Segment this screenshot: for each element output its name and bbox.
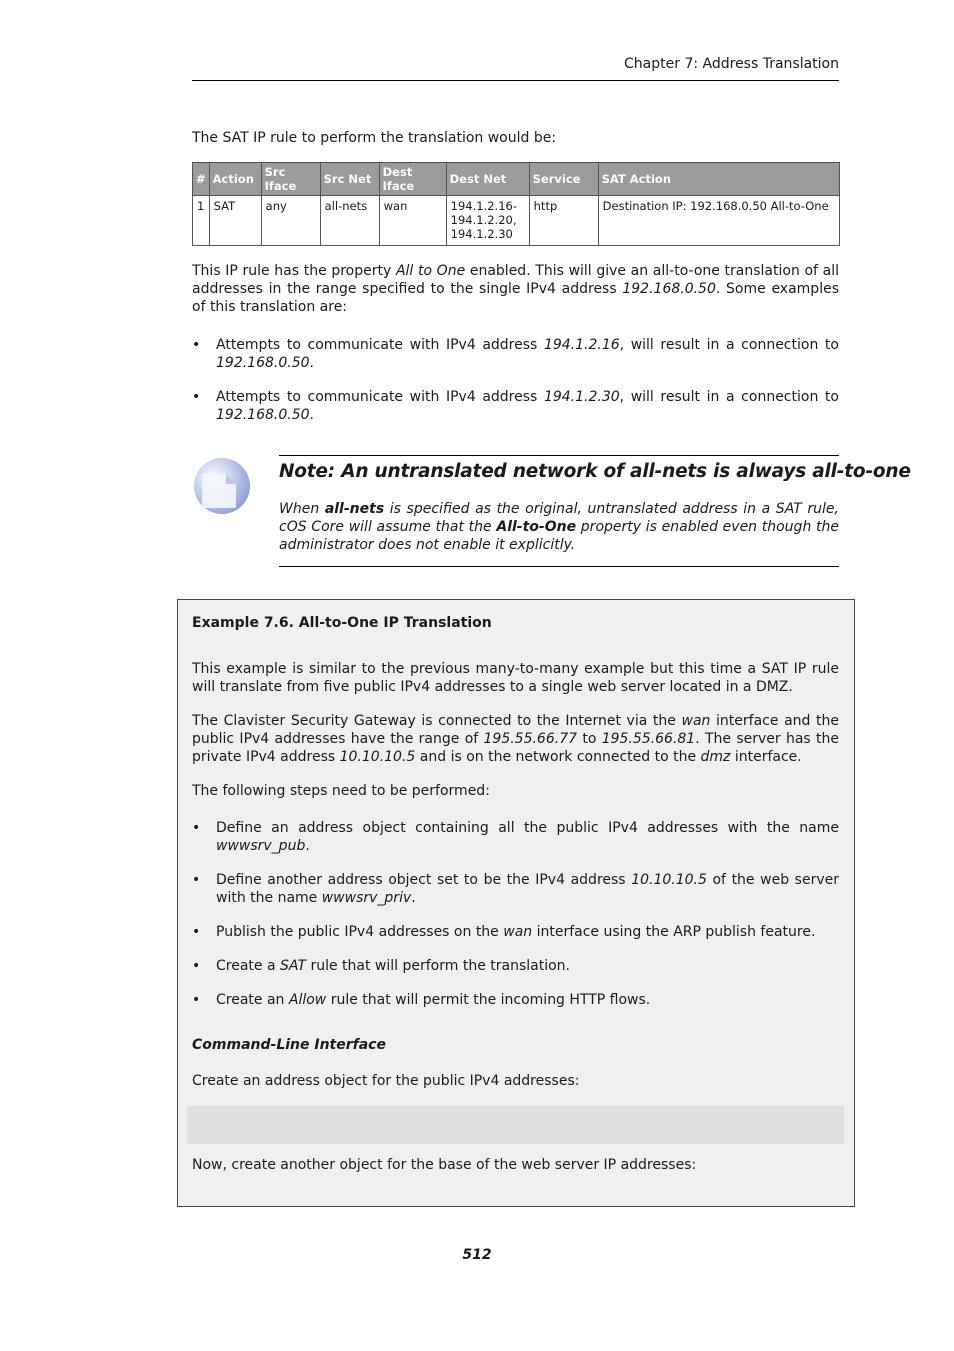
list-item-text	[216, 923, 839, 941]
list-item-text	[216, 991, 839, 1009]
ip-address: 194.1.2.30	[543, 389, 620, 405]
note-title: Note: An untranslated network of all-nets is always all-to-one	[279, 461, 911, 482]
col-dest-net: Dest Net	[446, 163, 529, 196]
text-run: Define an address object containing all the public IPv4 addresses with the name	[216, 820, 839, 836]
ip-address: 192.168.0.50	[216, 355, 310, 371]
object-name: wwwsrv_priv	[321, 890, 412, 906]
cell-src-net: all-nets	[320, 196, 379, 246]
col-src-iface: Src Iface	[261, 163, 320, 196]
list-item	[192, 336, 839, 376]
col-action: Action	[209, 163, 261, 196]
table-row	[193, 196, 840, 246]
list-item	[192, 388, 839, 428]
ip-address: 194.1.2.16	[543, 337, 620, 353]
cell-src-iface: any	[261, 196, 320, 246]
text-run: interface.	[730, 749, 802, 765]
ip-address: 195.55.66.81	[601, 731, 696, 747]
code-block	[187, 1106, 844, 1144]
example-paragraph: This example is similar to the previous many-to-many example but this time a SAT IP rule will translate from five public IPv4 addresses to a single web server located in a DMZ.	[192, 661, 839, 695]
ip-address: 195.55.66.77	[483, 731, 578, 747]
cell-action: SAT	[209, 196, 261, 246]
example-title: Example 7.6. All-to-One IP Translation	[192, 615, 492, 631]
text-run: .	[309, 355, 314, 371]
dest-net-line: 194.1.2.16-	[450, 199, 517, 213]
dest-net-line: 194.1.2.30	[450, 227, 513, 241]
cell-dest-net	[446, 196, 529, 246]
text-run: The Clavister Security Gateway is connected to the Internet via the	[192, 713, 682, 729]
text-run: Create a	[216, 958, 280, 974]
emphasis: All-to-One	[496, 519, 577, 535]
list-item	[192, 923, 839, 943]
bullet-mark: •	[192, 820, 201, 836]
text-run: interface and the public IPv4 addresses have the range of	[192, 713, 839, 747]
header-rule	[192, 80, 839, 81]
cell-num: 1	[193, 196, 210, 246]
table-header-row	[193, 163, 840, 196]
rule-type: SAT	[280, 958, 306, 974]
cli-instruction: Create an address object for the public IPv4 addresses:	[192, 1073, 580, 1089]
col-sat-action: SAT Action	[598, 163, 839, 196]
text-run: interface using the ARP publish feature.	[532, 924, 816, 940]
list-item-text	[216, 871, 839, 907]
text-run: to	[577, 731, 602, 747]
list-item-text	[216, 388, 839, 424]
interface-name: wan	[681, 713, 711, 729]
text-run: rule that will perform the translation.	[306, 958, 570, 974]
text-run: Attempts to communicate with IPv4 address	[216, 389, 544, 405]
list-item	[192, 957, 839, 977]
text-run: Publish the public IPv4 addresses on the	[216, 924, 504, 940]
text-run: and is on the network connected to the	[415, 749, 701, 765]
ip-address: 192.168.0.50	[216, 407, 310, 423]
property-name: All to One	[395, 263, 466, 279]
note-top-rule	[279, 455, 839, 456]
text-run: This IP rule has the property	[192, 263, 396, 279]
cli-section-title: Command-Line Interface	[192, 1037, 386, 1053]
col-num: #	[193, 163, 210, 196]
sat-rule-table	[192, 162, 840, 246]
text-run: When	[279, 501, 325, 517]
text-run: .	[309, 407, 314, 423]
text-run: Create an	[216, 992, 289, 1008]
rule-type: Allow	[288, 992, 327, 1008]
bullet-mark: •	[192, 992, 201, 1008]
example-paragraph: The following steps need to be performed:	[192, 783, 490, 799]
cell-service: http	[529, 196, 598, 246]
explanation-paragraph	[192, 262, 839, 316]
text-run: rule that will permit the incoming HTTP flows.	[326, 992, 651, 1008]
bullet-mark: •	[192, 337, 201, 353]
col-dest-iface: Dest Iface	[379, 163, 446, 196]
list-item-text	[216, 336, 839, 372]
emphasis: all-nets	[324, 501, 385, 517]
page-number: 512	[462, 1247, 492, 1263]
cell-dest-iface: wan	[379, 196, 446, 246]
text-run: property is enabled even though the administrator does not enable it explicitly.	[279, 519, 839, 553]
text-run: of the web server with the name	[216, 872, 839, 906]
chapter-header: Chapter 7: Address Translation	[624, 56, 839, 72]
col-service: Service	[529, 163, 598, 196]
text-run: Attempts to communicate with IPv4 address	[216, 337, 544, 353]
text-run: .	[411, 890, 416, 906]
text-run: .	[305, 838, 310, 854]
dest-net-line: 194.1.2.20,	[450, 213, 517, 227]
text-run: . The server has the private IPv4 address	[192, 731, 839, 765]
text-run: Define another address object set to be the IPv4 address	[216, 872, 632, 888]
bullet-mark: •	[192, 389, 201, 405]
example-paragraph	[192, 712, 839, 766]
note-icon	[192, 456, 252, 516]
ip-address: 192.168.0.50	[622, 281, 716, 297]
text-run: , will result in a connection to	[619, 389, 839, 405]
cell-sat-action: Destination IP: 192.168.0.50 All-to-One	[598, 196, 839, 246]
object-name: wwwsrv_pub	[216, 838, 306, 854]
text-run: , will result in a connection to	[619, 337, 839, 353]
interface-name: dmz	[700, 749, 731, 765]
text-run: is specified as the original, untranslated address in a SAT rule, cOS Core will assume that the	[279, 501, 839, 535]
list-item-text	[216, 957, 839, 975]
list-item	[192, 991, 839, 1011]
ip-address: 10.10.10.5	[339, 749, 416, 765]
note-body	[279, 500, 839, 554]
cli-instruction: Now, create another object for the base of the web server IP addresses:	[192, 1157, 697, 1173]
intro-text: The SAT IP rule to perform the translation would be:	[192, 130, 557, 146]
list-item-text	[216, 819, 839, 855]
list-item	[192, 871, 839, 911]
bullet-mark: •	[192, 924, 201, 940]
text-run: enabled. This will give an all-to-one translation of all addresses in the range specified to the single IPv4 address	[192, 263, 839, 297]
interface-name: wan	[503, 924, 533, 940]
bullet-mark: •	[192, 872, 201, 888]
text-run: . Some examples of this translation are:	[192, 281, 839, 315]
ip-address: 10.10.10.5	[631, 872, 707, 888]
note-bottom-rule	[279, 566, 839, 567]
col-src-net: Src Net	[320, 163, 379, 196]
list-item	[192, 819, 839, 859]
bullet-mark: •	[192, 958, 201, 974]
